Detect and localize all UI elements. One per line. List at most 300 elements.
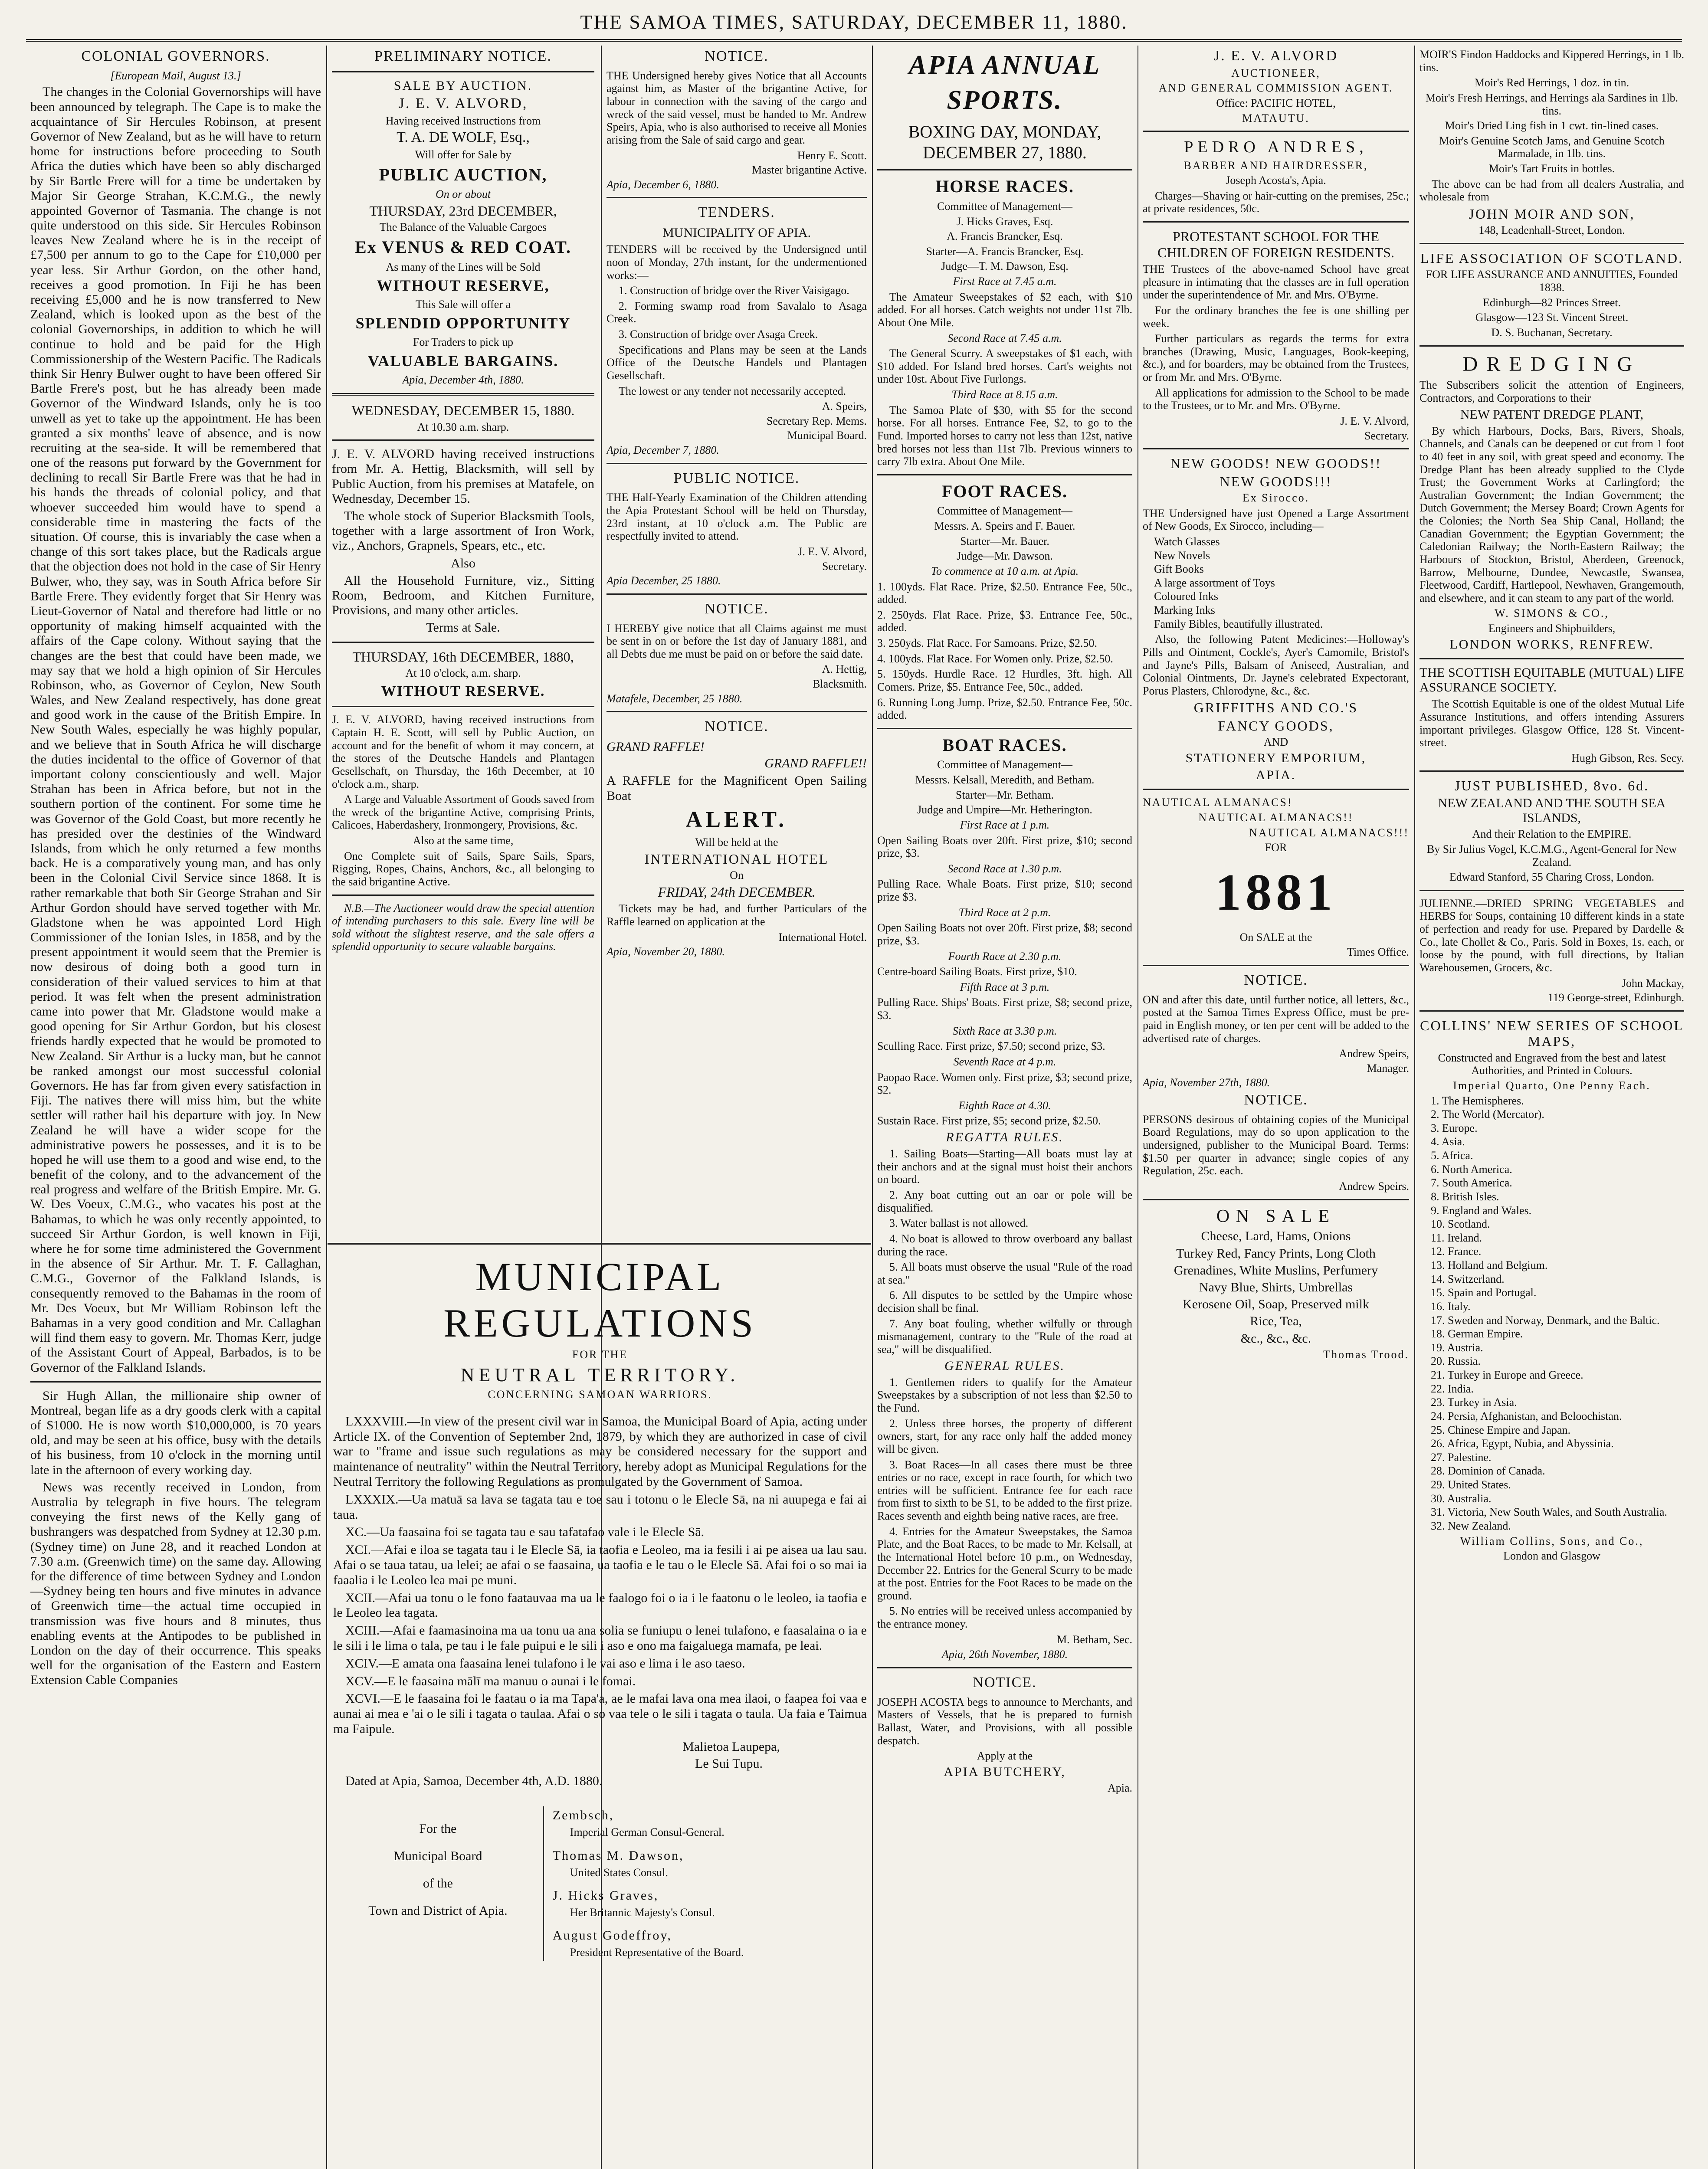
divider — [877, 169, 1132, 170]
text: Moir's Fresh Herrings, and Herrings ala Sardines in 1lb. tins. — [1425, 91, 1678, 117]
map-list-item: 18. German Empire. — [1431, 1327, 1523, 1340]
text: Fifth Race at 3 p.m. — [960, 980, 1050, 993]
signature: J. Hicks Graves, — [552, 1888, 659, 1903]
text: Municipal Board. — [787, 429, 867, 442]
text: Second Race at 1.30 p.m. — [947, 862, 1062, 875]
article-allan: Sir Hugh Allan, the millionaire ship owner of Montreal, began life as a dry goods clerk with a capital of $1000. He is now worth $10,000,000, is 70 years old, and may be seen at his office, busy with the details of his business, from 10 o'clock in the morning until late in the afternoon of every working day. — [30, 1388, 321, 1477]
divider — [332, 71, 594, 72]
text: Kerosene Oil, Soap, Preserved milk — [1183, 1297, 1369, 1312]
text: MOIR'S Findon Haddocks and Kippered Herrings, in 1 lb. tins. — [1420, 48, 1684, 74]
divider — [1143, 1199, 1409, 1200]
text: NOTICE. — [705, 600, 769, 617]
text: Also, the following Patent Medicines:—Holloway's Pills and Ointment, Cockle's, Ayer's Camomile, Bristol's and Jayne's Pills, Balsam of Aniseed, Australian, and Colonial Ointments, Dr. Jayne's celebrated Expectorant, Porus Plasters, Chlorodyne, &c., &c. — [1143, 633, 1409, 697]
text: FOR — [1265, 841, 1287, 854]
regulations-title: MUNICIPAL REGULATIONS — [443, 1255, 757, 1345]
text: By which Harbours, Docks, Bars, Rivers, Shoals, Channels, and Canals can be deepened or cut from 1 foot to 40 feet in any soil, with great speed and economy. The Dredge Plant has been already supplied to the Clyde Trust; the Government Works at Carlingford; the Australian Government; the Indian Government; the Dutch Government; the Mersey Board; Crown Agents for the Colonies; the North Sea Ship Canal, Holland; the Canadian Government; the Egyptian Government; the Caledonian Railway; the North-Eastern Railway; the Harbours of Stockton, Bristol, Aberdeen, Greenock, Barrow, Melbourne, Dundee, Newcastle, Swansea, Fleetwood, Cardiff, Hartlepool, Newhaven, Grangemouth, and elsewhere, and it can steam to any part of the world. — [1420, 424, 1684, 604]
sale-heading: SALE BY AUCTION. — [393, 78, 533, 93]
divider — [1143, 448, 1409, 449]
text: Her Britannic Majesty's Consul. — [570, 1906, 715, 1919]
text: DREDGING — [1462, 352, 1641, 376]
article-body: The changes in the Colonial Governorships will have been announced by telegraph. The Cape is to make the acquaintance of Sir Hercules Robinson, at present Governor of New Zealand, but as he will have to return home for instructions before proceeding to South Africa the duties which have been so ably discharged by Sir Bartle Frere will for a time be undertaken by Major Sir George Strahan, K.C.M.G., the newly appointed Governor of Tasmania. The change is not quite understood on this side. Sir Hercules Robinson leaves New Zealand where he is in the receipt of £7,500 per annum to go to the Cape for £10,000 per year less. Sir Arthur Gordon, on the other hand, receives a good promotion. In Fiji he has been receiving £5,000 and he is now transferred to New Zealand, which is looked upon as the best of the colonial Governorships, in addition to which he will continue to hold and be paid for the High Commissionership of the Western Pacific. The Radicals think Sir Henry Bulwer ought to have been offered Sir Bartle Frere's post, but he has already been made Governor of the Windward Islands, only he is too unwell as yet to take up the appointment. He has been granted a six months' leave of absence, and is now recruiting at the sea-side. It will be remembered that one of the reasons put forward by the Government for declining to recall Sir Bartle Frere was that he had in his hands the threads of colonial policy, and that whoever succeeded him would have to spend a considerable time in mastering the facts of the situation. Of course, this is invariably the case when a change of this sort takes place, but the Radicals argue that the objection does not hold in the case of Sir Henry Bulwer, who, they say, was in South Africa before Sir Bartle Frere. They evidently forget that Sir Henry was Lieut-Governor of Natal and therefore had little or no opportunity of making himself acquainted with the affairs of the Cape colony. Without saying that the changes are the best that could have been made, we may say that we hold a high opinion of Sir Hercules Robinson, who, as Governor of Ceylon, New South Wales, and New Zealand respectively, has done great and good work in the cause of the British Empire. In New South Wales, especially he was highly popular, and we believe that in South Africa he will discharge the duties incidental to the office of Governor of that important colony conscientiously and well. Major Strahan has been in Africa before, but not in the southern portion of the continent. For some time he was Governor of the Gold Coast, but more recently he has presided over the destinies of the Windward Islands, from which he only returned a few months back. He is a comparatively young man, and has only been in the Colonial Civil Service since 1868. It is rather remarkable that both Sir George Strahan and Sir Arthur Gordon should have served together with Mr. Gladstone when he was appointed Lord High Commissioner of the Ionian Isles, in 1858, and by the present appointment it would seem that the Premier is now desirous of doing both a good turn in consideration of their valued services to him at that period. It was felt when the present administration came into power that Mr. Gladstone would make a good opening for Sir Arthur Gordon, but his closest friends hardly expected that he would be promoted to New Zealand. Sir Arthur is a lucky man, but he cannot be ranked amongst our most successful colonial Governors. He has far from given every satisfaction in Fiji. The natives there will miss him, but the white settler will rather hail his departure with joy. In New Zealand he will have a wider scope for the administrative powers he possesses, and it is to be hoped he will use them to a good and wise end, to the benefit of the colony, and to the advancement of the real progress and welfare of the British Empire. Mr. G. W. Des Voeux, C.M.G., who vacates his post at the Bahamas, to which he was only recently appointed, to succeed Sir Arthur Gordon, is well known in Fiji, where he for some time administered the Government in the absence of Sir Arthur. Mr. T. F. Callaghan, C.M.G., Governor of the Falkland Islands, is consequently removed to the Bahamas in the room of Mr. Des Voeux, but Mr William Robinson left the Bahamas in a very good condition and Mr. Callaghan will find them easy to govern. Mr. Thomas Kerr, judge of the Assistant Court of Appeal, Barbados, is to be Governor of the Falkland Islands. — [30, 85, 321, 1375]
text: NOTICE. — [1244, 972, 1308, 988]
text: Judge—Mr. Dawson. — [957, 550, 1053, 563]
text: Apia, December 4th, 1880. — [402, 373, 524, 386]
text: FRIDAY, 24th DECEMBER. — [658, 884, 816, 900]
text: SPORTS. — [947, 85, 1063, 115]
text: MATAUTU. — [1242, 111, 1310, 125]
text: Pulling Race. Ships' Boats. First prize, $8; second prize, $3. — [877, 996, 1132, 1022]
text: THE Undersigned have just Opened a Large Assortment of New Goods, Ex Sirocco, including— — [1143, 507, 1409, 533]
text: The Samoa Plate of $30, with $5 for the second horse. For all horses. Entrance Fee, $2, to go to the Fund. Imported horses to carry not less than 12st, native bred horses not less than 11st 7lb. Previous winners to carry 7lb extra. About One Mile. — [877, 403, 1132, 468]
text: A RAFFLE for the Magnificent Open Sailing Boat — [606, 773, 867, 803]
divider — [877, 474, 1132, 475]
text: Dated at Apia, Samoa, December 4th, A.D. 1880. — [345, 1774, 603, 1789]
regulation-91: XCI.—Afai e iloa se tagata tau i le Elecle Sā, ia taofia e Leoleo, ma ia fesili i ai pe aisea ua lau sau. Afai o se taua tatau, ua lelei; ae afai o se faasaina, ua taofia e le tau o le Elecle Sā. Afai foi o so mai ia faaalia i le Leoleo lea mai pe muni. — [333, 1543, 867, 1587]
text: THE Trustees of the above-named School have great pleasure in intimating that the classes are in full operation under the superintendence of Mr. and Mrs. O'Byrne. — [1143, 263, 1409, 301]
signature: Andrew Speirs. — [1339, 1180, 1409, 1193]
text: Blacksmith. — [813, 678, 867, 691]
masthead — [26, 4, 1682, 42]
signatories-left — [333, 1806, 543, 1961]
text: Apia, November 20, 1880. — [606, 945, 725, 958]
map-list-item: 2. The World (Mercator). — [1431, 1108, 1544, 1121]
text: THE Half-Yearly Examination of the Children attending the Apia Protestant School will be held on Thursday, 23rd instant, at 10 o'clock a.m. The Public are respectfully invited to attend. — [606, 491, 867, 543]
column-colonial-governors — [30, 46, 321, 2169]
text: LONDON WORKS, RENFREW. — [1449, 637, 1654, 652]
divider — [606, 711, 867, 712]
divider — [332, 439, 594, 441]
text: Ex Sirocco. — [1242, 491, 1310, 505]
goods-list — [1154, 535, 1409, 630]
regulation-88: LXXXVIII.—In view of the present civil war in Samoa, the Municipal Board of Apia, acting under Article IX. of the Convention of September 2nd, 1879, by which they are authorized in case of civil war to "frame and issue such regulations as may be considered necessary for the support and maintenance of neutrality" within the Neutral Territory, hereby adopt as Municipal Regulations for the Neutral Territory the following Regulations as promulgated by the Government of Samoa. — [333, 1414, 867, 1489]
text: VALUABLE BARGAINS. — [367, 352, 559, 370]
text: The whole stock of Superior Blacksmith Tools, together with a large assortment of Iron Work, viz., Anchors, Grapnels, Spears, etc., etc. — [332, 509, 594, 553]
text: 3. Water ballast is not allowed. — [889, 1217, 1029, 1230]
map-list-item: 30. Australia. — [1431, 1492, 1492, 1505]
text: NOTICE. — [705, 718, 769, 735]
text: J. E. V. ALVORD — [1213, 48, 1338, 64]
text: Sculling Race. First prize, $7.50; second prize, $3. — [877, 1040, 1105, 1053]
map-list-item: 29. United States. — [1431, 1478, 1511, 1491]
regulation-95: XCV.—E le faasaina mālī ma manuu o aunai i le fomai. — [345, 1674, 636, 1688]
signature: Thomas M. Dawson, — [552, 1848, 684, 1863]
text: By Sir Julius Vogel, K.C.M.G., Agent-General for New Zealand. — [1426, 842, 1677, 868]
text: Starter—Mr. Betham. — [955, 788, 1054, 801]
municipal-regulations — [333, 1249, 867, 2169]
divider — [332, 393, 594, 396]
regulation-96: XCVI.—E le faasaina foi le faatau o ia ma Tapa'a, ae le mafai lava ona mea ilaoi, o faapea foi vaa e aunai ai mea e 'ai o le sili i tagata o taulaa. Afai o so vaa tele o le sili i tagata o taula. Ua faia e Taimua ma Faipule. — [333, 1691, 867, 1736]
text: J. Hicks Graves, Esq. — [956, 215, 1053, 228]
column-adverts-a — [1143, 46, 1409, 2169]
text: D. S. Buchanan, Secretary. — [1491, 326, 1613, 339]
text: Judge—T. M. Dawson, Esq. — [941, 260, 1069, 273]
text: Municipal Board — [393, 1849, 482, 1864]
signature: A. Speirs, — [822, 400, 867, 413]
map-list-item: 15. Spain and Portugal. — [1431, 1286, 1537, 1299]
notice-title: PRELIMINARY NOTICE. — [374, 48, 552, 64]
map-list-item: 28. Dominion of Canada. — [1431, 1465, 1545, 1478]
column-notices — [606, 46, 867, 1243]
divider — [606, 593, 867, 595]
text: The General Scurry. A sweepstakes of $1 each, with $10 added. For Island bred horses. Cart's weights not under 10st. About Five Furlongs. — [877, 347, 1132, 386]
map-list-item: 3. Europe. — [1431, 1121, 1478, 1134]
text: The above can be had from all dealers Australia, and wholesale from — [1420, 177, 1684, 203]
text: United States Consul. — [570, 1866, 668, 1879]
text: 4. No boat is allowed to throw overboard any ballast during the race. — [877, 1232, 1132, 1258]
text: LIFE ASSOCIATION OF SCOTLAND. — [1420, 250, 1684, 266]
text: Cheese, Lard, Hams, Onions — [1201, 1229, 1351, 1244]
text: NEUTRAL TERRITORY. — [460, 1364, 740, 1386]
text: 4. 100yds. Flat Race. For Women only. Prize, $2.50. — [877, 652, 1113, 665]
text: Tickets may be had, and further Particulars of the Raffle learned on application at the — [606, 902, 867, 928]
divider — [1143, 789, 1409, 790]
text: Third Race at 2 p.m. — [958, 906, 1051, 919]
text: The Balance of the Valuable Cargoes — [379, 221, 547, 234]
text: 2. 250yds. Flat Race. Prize, $3. Entrance Fee, 50c., added. — [877, 608, 1132, 634]
regulation-89: LXXXIX.—Ua matuā sa lava se tagata tau e toe sau i totonu o le Elecle Sā, na ni auupega e fai ai taua. — [333, 1492, 867, 1522]
map-list-item: 14. Switzerland. — [1431, 1272, 1505, 1285]
text: Edward Stanford, 55 Charing Cross, London. — [1449, 871, 1655, 884]
section-regatta-rules: REGATTA RULES. — [946, 1130, 1064, 1144]
text: Sustain Race. First prize, $5; second prize, $2.50. — [877, 1114, 1101, 1127]
text: 6. Running Long Jump. Prize, $2.50. Entrance Fee, 50c. added. — [877, 696, 1132, 722]
text: Imperial Quarto, One Penny Each. — [1453, 1079, 1651, 1092]
auctioneer-name: J. E. V. ALVORD, — [398, 95, 528, 111]
text: 119 George-street, Edinburgh. — [1547, 991, 1684, 1004]
text: Committee of Management— — [937, 505, 1072, 518]
section-general-rules: GENERAL RULES. — [944, 1358, 1065, 1373]
text: Apia, December 6, 1880. — [606, 178, 719, 191]
text: GRAND RAFFLE!! — [764, 756, 867, 771]
text: Edinburgh—82 Princes Street. — [1483, 296, 1621, 309]
map-list-item: 8. British Isles. — [1431, 1190, 1499, 1203]
text: One Complete suit of Sails, Spare Sails, Spars, Rigging, Ropes, Chains, Anchors, &c., all belonging to the said brigantine Active. — [332, 849, 594, 888]
text: Rice, Tea, — [1250, 1314, 1302, 1329]
signatories-right — [543, 1806, 867, 1961]
signature: Andrew Speirs, — [1339, 1047, 1409, 1060]
map-list-item: 26. Africa, Egypt, Nubia, and Abyssinia. — [1431, 1437, 1614, 1450]
list-item: Family Bibles, beautifully illustrated. — [1154, 617, 1323, 630]
text: London and Glasgow — [1503, 1550, 1600, 1563]
signature: August Godeffroy, — [552, 1928, 672, 1943]
text: Pulling Race. Whale Boats. First prize, $10; second prize $3. — [877, 878, 1132, 903]
text: 3. Boat Races—In all cases there must be three entries or no race, except in race fourth, for which two entries will be sufficient. Entrance fee for each race from first to sixth to be $1, to be added to the first prize. Races seventh and eighth being native races, are free. — [877, 1458, 1132, 1522]
text: Office: PACIFIC HOTEL, — [1216, 97, 1336, 109]
text: Glasgow—123 St. Vincent Street. — [1475, 311, 1629, 324]
divider — [877, 728, 1132, 729]
text: Further particulars as regards the terms for extra branches (Drawing, Music, Languages, Book-keeping, &c.), and for boarders, may be obtained from the Trustees, or from Mr. and Mrs. O'Byrne. — [1143, 332, 1409, 383]
text: At 10 o'clock, a.m. sharp. — [405, 667, 521, 679]
text: N.B.—The Auctioneer would draw the special attention of intending purchasers to this sale. Every line will be sold without the slightest reserve, and the sale offers a splendid opportunity to secure valuable bargains. — [332, 901, 594, 953]
text: Le Sui Tupu. — [695, 1756, 763, 1771]
text: W. SIMONS & CO., — [1495, 607, 1609, 620]
section-horse-races: HORSE RACES. — [935, 177, 1074, 197]
map-list-item: 22. India. — [1431, 1382, 1474, 1395]
text: Times Office. — [1347, 946, 1409, 959]
map-list-item: 6. North America. — [1431, 1163, 1512, 1176]
map-list-item: 11. Ireland. — [1431, 1231, 1482, 1244]
signature: M. Betham, Sec. — [1056, 1633, 1132, 1646]
text: Secretary. — [1364, 429, 1409, 442]
text: On — [730, 869, 744, 882]
text: As many of the Lines will be Sold — [386, 260, 541, 273]
text: Open Sailing Boats not over 20ft. First prize, $8; second prize, $3. — [877, 921, 1132, 947]
column-auction — [332, 46, 594, 1243]
dateline: [European Mail, August 13.] — [110, 69, 241, 82]
signature: Zembsch, — [552, 1808, 614, 1823]
text: On SALE at the — [1239, 931, 1312, 944]
text: PERSONS desirous of obtaining copies of the Municipal Board Regulations, may do so upon application to the undersigned, publisher to the Municipal Board. Terms: $1.50 per quarter in advance; single copies of any Regulation, 25c. each. — [1143, 1113, 1409, 1177]
text: First Race at 1 p.m. — [960, 818, 1050, 831]
text: And their Relation to the EMPIRE. — [1472, 828, 1632, 841]
text: NAUTICAL ALMANACS! — [1143, 796, 1293, 809]
map-list-item: 19. Austria. — [1431, 1341, 1483, 1354]
map-list-item: 4. Asia. — [1431, 1135, 1465, 1148]
text: Master brigantine Active. — [752, 164, 867, 177]
text: ON SALE — [1216, 1206, 1336, 1226]
divider — [1420, 890, 1684, 891]
map-list-item: 10. Scotland. — [1431, 1218, 1490, 1231]
text: A. Francis Brancker, Esq. — [947, 230, 1063, 243]
map-list-item: 9. England and Wales. — [1431, 1204, 1532, 1217]
masthead-title: THE SAMOA TIMES, SATURDAY, DECEMBER 11, 1880. — [580, 11, 1128, 33]
text: JOSEPH ACOSTA begs to announce to Merchants, and Masters of Vessels, that he is prepared to furnish Ballast, Water, and Provisions, with all possible despatch. — [877, 1695, 1132, 1747]
text: The Scottish Equitable is one of the oldest Mutual Life Assurance Institutions, and offers intending Assurers important privileges. Glasgow Office, 128 St. Vincent-street. — [1420, 698, 1684, 749]
text: Third Race at 8.15 a.m. — [951, 388, 1058, 401]
text: Grenadines, White Muslins, Perfumery — [1174, 1263, 1378, 1278]
text: Moir's Tart Fruits in bottles. — [1488, 162, 1615, 175]
signature: A. Hettig, — [822, 663, 867, 676]
text: NEW GOODS! NEW GOODS!! — [1170, 455, 1382, 472]
divider — [1420, 770, 1684, 772]
list-item: Watch Glasses — [1154, 535, 1220, 548]
text: Eighth Race at 4.30. — [958, 1099, 1051, 1112]
text: 1. Gentlemen riders to qualify for the Amateur Sweepstakes by a subscription of not less than $2.50 to the Fund. — [877, 1376, 1132, 1414]
text: Messrs. Kelsall, Meredith, and Betham. — [915, 773, 1095, 786]
text: Manager. — [1367, 1062, 1409, 1075]
text: of the — [423, 1876, 453, 1891]
text: JULIENNE.—DRIED SPRING VEGETABLES and HERBS for Soups, containing 10 different kinds in a state of perfection and ready for use. Prepared by Dardelle & Co., late Chollet & Co., Paris. Sold in Boxes, 1s. each, or loose by the pound, with full directions, by Italian Warehousemen, Grocers, &c. — [1420, 897, 1684, 974]
text: BOXING DAY, MONDAY, DECEMBER 27, 1880. — [908, 122, 1102, 163]
text: Open Sailing Boats over 20ft. First prize, $10; second prize, $3. — [877, 834, 1132, 860]
text: 7. Any boat fouling, whether wilfully or through mismanagement, contrary to the "Rule of the road at sea," will be disqualified. — [877, 1317, 1132, 1356]
text: 3. 250yds. Flat Race. For Samoans. Prize, $2.50. — [877, 637, 1097, 650]
text: Terms at Sale. — [426, 620, 500, 635]
text: BARBER AND HAIRDRESSER, — [1183, 159, 1368, 172]
divider — [1143, 131, 1409, 132]
divider — [328, 1243, 871, 1245]
text: AND — [1263, 736, 1288, 749]
divider — [1143, 965, 1409, 966]
text: Will offer for Sale by — [415, 148, 511, 161]
text: For the ordinary branches the fee is one shilling per week. — [1143, 304, 1409, 330]
text: Also — [451, 556, 475, 570]
column-rule — [326, 46, 327, 2169]
text: CONCERNING SAMOAN WARRIORS. — [488, 1388, 712, 1401]
text: T. A. DE WOLF, Esq., — [397, 129, 530, 146]
text: WITHOUT RESERVE. — [381, 683, 545, 699]
text: 5. All boats must observe the usual "Rule of the road at sea." — [877, 1261, 1132, 1286]
text: FOR LIFE ASSURANCE AND ANNUITIES, Founded 1838. — [1426, 268, 1678, 294]
divider — [1143, 221, 1409, 223]
text: PROTESTANT SCHOOL FOR THE CHILDREN OF FOREIGN RESIDENTS. — [1157, 229, 1394, 260]
text: Apia, December 7, 1880. — [606, 444, 719, 457]
text: Also at the same time, — [413, 834, 514, 847]
divider — [606, 463, 867, 464]
text: Moir's Red Herrings, 1 doz. in tin. — [1474, 76, 1629, 89]
regulation-90: XC.—Ua faasaina foi se tagata tau e sau tafatafao vale i le Elecle Sā. — [345, 1525, 705, 1540]
text: NAUTICAL ALMANACS!! — [1198, 811, 1354, 824]
map-list-item: 16. Italy. — [1431, 1300, 1471, 1313]
text: To commence at 10 a.m. at Apia. — [931, 564, 1079, 577]
text: Seventh Race at 4 p.m. — [953, 1055, 1056, 1068]
text: Fourth Race at 2.30 p.m. — [948, 950, 1062, 963]
text: The Amateur Sweepstakes of $2 each, with $10 added. For all horses. Catch weights not under 11st 7lb. About One Mile. — [877, 290, 1132, 329]
map-list-item: 31. Victoria, New South Wales, and South Australia. — [1431, 1506, 1667, 1519]
map-list-item: 25. Chinese Empire and Japan. — [1431, 1423, 1571, 1436]
text: 2. Forming swamp road from Savalalo to Asaga Creek. — [606, 299, 867, 325]
text: Having received Instructions from — [385, 114, 541, 127]
text: THURSDAY, 16th DECEMBER, 1880, — [352, 649, 574, 665]
text: 2. Any boat cutting out an oar or pole will be disqualified. — [877, 1189, 1132, 1214]
regulation-94: XCIV.—E amata ona faasaina lenei tulafono i le vai aso e lima i le aso taeso. — [345, 1656, 745, 1671]
text: JUST PUBLISHED, 8vo. 6d. — [1454, 778, 1649, 794]
signature: John Mackay, — [1621, 976, 1684, 989]
divider — [332, 642, 594, 643]
signature: Malietoa Laupepa, — [682, 1739, 780, 1754]
text: JOHN MOIR AND SON, — [1469, 206, 1635, 222]
text: The lowest or any tender not necessarily accepted. — [619, 384, 846, 397]
text: THE SCOTTISH EQUITABLE (MUTUAL) LIFE ASSURANCE SOCIETY. — [1420, 665, 1684, 695]
text: GRIFFITHS AND CO.'S — [1193, 700, 1358, 716]
text: Specifications and Plans may be seen at the Lands Office of the Deutsche Handels und Plantagen Gesellschaft. — [606, 343, 867, 382]
signature: International Hotel. — [778, 931, 867, 944]
text: All the Household Furniture, viz., Sitting Room, Bedroom, and Kitchen Furniture, Provisions, and many other articles. — [332, 573, 594, 618]
text: At 10.30 a.m. sharp. — [417, 420, 509, 433]
text: For Traders to pick up — [413, 335, 514, 348]
signature: Thomas Trood. — [1323, 1348, 1409, 1361]
text: SPLENDID OPPORTUNITY — [355, 314, 571, 332]
text: STATIONERY EMPORIUM, — [1185, 751, 1367, 765]
text: Second Race at 7.45 a.m. — [947, 331, 1062, 344]
text: GRAND RAFFLE! — [606, 740, 705, 754]
text: 2. Unless three horses, the property of different owners, start, for any race only half the added money will be given. — [877, 1417, 1132, 1455]
text: Apply at the — [977, 1750, 1033, 1763]
signature: Henry E. Scott. — [797, 149, 867, 162]
text: 5. No entries will be received unless accompanied by the entrance money. — [877, 1605, 1132, 1630]
text: 3. Construction of bridge over Asaga Creek. — [619, 328, 818, 341]
text: J. E. V. ALVORD having received instructions from Mr. A. Hettig, Blacksmith, will sell by Public Auction, from his premises at Matafele, on Wednesday, December 15. — [332, 447, 594, 506]
divider — [1420, 1010, 1684, 1012]
list-item: Coloured Inks — [1154, 590, 1219, 603]
text: Charges—Shaving or hair-cutting on the premises, 25c.; at private residences, 50c. — [1143, 189, 1409, 215]
text: Will be held at the — [695, 836, 778, 849]
text: Town and District of Apia. — [368, 1904, 508, 1918]
divider — [1420, 243, 1684, 244]
regulation-93: XCIII.—Afai e faamasinoina ma ua tonu ua ana solia se funiupu o lenei tulafono, e faasalaina o ia e le sili i le lima o tala, pe tau i le fale puipui e le sili i aso e ono ma faigaluega mamafa, pe leai. — [333, 1623, 867, 1653]
text: Starter—Mr. Bauer. — [960, 534, 1049, 547]
text: AUCTIONEER, — [1231, 66, 1321, 79]
divider — [332, 706, 594, 707]
text: Navy Blue, Shirts, Umbrellas — [1199, 1280, 1353, 1294]
map-list-item: 17. Sweden and Norway, Denmark, and the Baltic. — [1431, 1314, 1660, 1327]
text: Engineers and Shipbuilders, — [1488, 622, 1616, 635]
text: WEDNESDAY, DECEMBER 15, 1880. — [351, 403, 575, 419]
text: Paopao Race. Women only. First prize, $3; second prize, $2. — [877, 1071, 1132, 1097]
text: FOR THE — [572, 1348, 628, 1361]
text: 5. 150yds. Hurdle Race. 12 Hurdles, 3ft. high. All Comers. Prize, $5. Entrance Fee, 50c., added. — [877, 668, 1132, 693]
signature: Hugh Gibson, Res. Secy. — [1571, 751, 1684, 764]
text: Moir's Genuine Scotch Jams, and Genuine Scotch Marmalade, in 1lb. tins. — [1439, 134, 1665, 160]
map-list-item: 32. New Zealand. — [1431, 1519, 1511, 1532]
text: Apia, November 27th, 1880. — [1143, 1076, 1270, 1089]
text: TENDERS will be received by the Undersigned until noon of Monday, 27th instant, for the undermentioned works:— — [606, 243, 867, 282]
list-item: New Novels — [1154, 549, 1210, 562]
text: Moir's Dried Ling fish in 1 cwt. tin-lined cases. — [1445, 119, 1659, 132]
map-list-item: 13. Holland and Belgium. — [1431, 1259, 1548, 1272]
text: William Collins, Sons, and Co., — [1460, 1534, 1644, 1547]
text: NOTICE. — [1244, 1092, 1308, 1108]
text: A Large and Valuable Assortment of Goods saved from the wreck of the brigantine Active, comprising Prints, Calicoes, Haberdashery, Ironmongery, Provisions, &c. — [332, 793, 594, 832]
column-sports — [877, 46, 1132, 2169]
map-list-item: 21. Turkey in Europe and Greece. — [1431, 1369, 1583, 1382]
map-list-item: 7. South America. — [1431, 1176, 1512, 1189]
column-rule — [872, 46, 873, 2169]
text: COLLINS' NEW SERIES OF SCHOOL MAPS, — [1420, 1017, 1684, 1049]
divider — [1420, 658, 1684, 659]
text: AND GENERAL COMMISSION AGENT. — [1158, 82, 1393, 95]
text: Committee of Management— — [937, 758, 1072, 771]
text: Matafele, December, 25 1880. — [606, 692, 743, 705]
divider — [30, 1381, 321, 1383]
text: Sixth Race at 3.30 p.m. — [952, 1024, 1057, 1037]
list-item: Marking Inks — [1154, 604, 1215, 617]
text: NEW ZEALAND AND THE SOUTH SEA ISLANDS, — [1438, 796, 1666, 826]
signature: J. E. V. Alvord, — [798, 545, 867, 558]
column-adverts-b — [1420, 46, 1684, 2169]
section-boat-races: BOAT RACES. — [942, 735, 1067, 755]
text: The Subscribers solicit the attention of Engineers, Contractors, and Corporations to their — [1420, 379, 1684, 404]
signatories — [333, 1806, 867, 1961]
article-telegraph: News was recently received in London, from Australia by telegraph in five hours. The telegram conveying the first news of the Kelly gang of bushrangers was despatched from Sydney at 12.30 p.m. (Sydney time) on June 28, and it reached London at 7.30 a.m. (Greenwich time) on the same day. Allowing for the difference of time between Sydney and London—Sydney being ten hours and five minutes in advance of Greenwich time—the actual time occupied in transmission was five hours and 8 minutes, thus enabling events at the Antipodes to be published in London on the day of their occurrence. This speaks well for the organisation of the Eastern and Eastern Extension Cable Companies — [30, 1480, 321, 1687]
text: Messrs. A. Speirs and F. Bauer. — [934, 520, 1075, 533]
text: PEDRO ANDRES, — [1184, 138, 1368, 157]
column-rule — [1414, 46, 1415, 2169]
divider — [877, 1667, 1132, 1668]
text: NEW GOODS!!! — [1220, 473, 1332, 489]
text: ALERT. — [685, 807, 788, 832]
text: Apia. — [1107, 1781, 1132, 1794]
text: I HEREBY give notice that all Claims against me must be sent in on or before the 1st day of January 1881, and all Debts due me must be paid on or before the said date. — [606, 622, 867, 660]
text: NOTICE. — [973, 1674, 1037, 1691]
map-list-item: 24. Persia, Afghanistan, and Beloochistan. — [1431, 1409, 1622, 1422]
text: President Representative of the Board. — [570, 1946, 744, 1959]
text: This Sale will offer a — [415, 298, 511, 311]
text: Starter—A. Francis Brancker, Esq. — [926, 245, 1084, 258]
map-list-item: 23. Turkey in Asia. — [1431, 1396, 1517, 1409]
text: Committee of Management— — [937, 200, 1072, 213]
text: WITHOUT RESERVE, — [377, 277, 550, 295]
text: THURSDAY, 23rd DECEMBER, — [369, 203, 557, 219]
section-foot-races: FOOT RACES. — [941, 481, 1068, 501]
text: Judge and Umpire—Mr. Hetherington. — [917, 803, 1092, 816]
text: NAUTICAL ALMANACS!!! — [1249, 826, 1409, 839]
text: 4. Entries for the Amateur Sweepstakes, the Samoa Plate, and the Boat Races, to be made to Mr. Kelsall, at the International Hotel before 10 p.m., on Wednesday, December 22. Entries for the General Scurry to be made at the post. Entries for the Foot Races to be made on the ground. — [877, 1525, 1132, 1602]
list-item: Gift Books — [1154, 563, 1204, 576]
text: ON and after this date, until further notice, all letters, &c., posted at the Samoa Times Express Office, must be pre-paid in English money, or ten per cent will be added to the advertised rate of charges. — [1143, 993, 1409, 1045]
divider — [1420, 345, 1684, 347]
text: PUBLIC AUCTION, — [379, 164, 547, 184]
